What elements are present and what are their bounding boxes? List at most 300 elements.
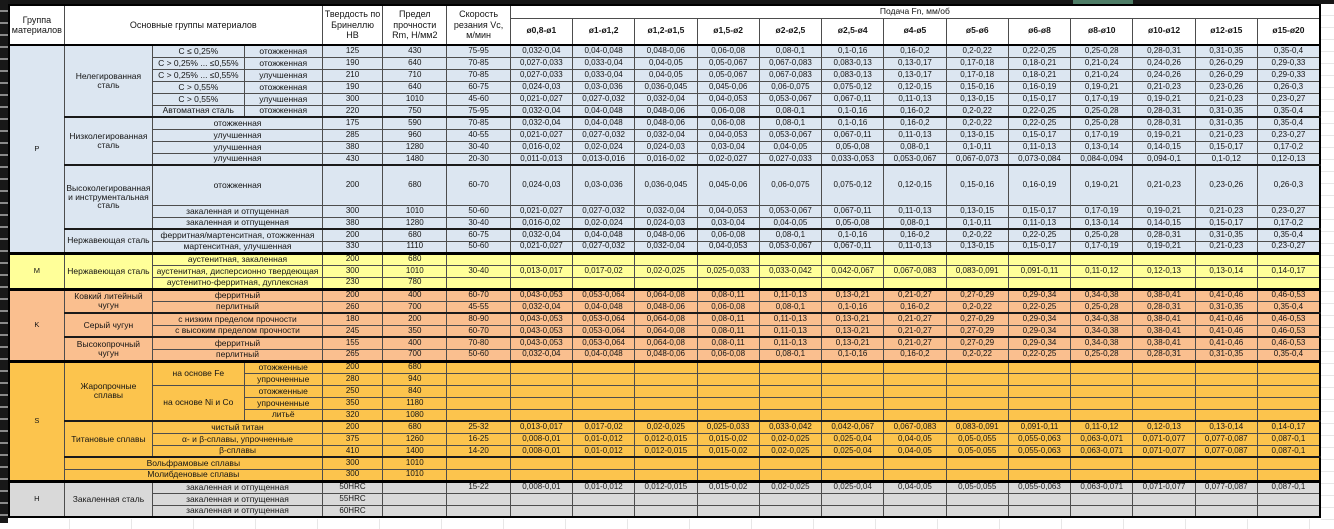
feed-cell[interactable] <box>946 385 1008 397</box>
feed-cell[interactable]: 0,34-0,38 <box>1071 313 1133 325</box>
feed-cell[interactable]: 0,31-0,35 <box>1195 117 1257 129</box>
feed-cell[interactable] <box>572 361 634 373</box>
feed-cell[interactable] <box>1133 505 1195 517</box>
feed-cell[interactable] <box>510 385 572 397</box>
feed-cell[interactable]: 0,29-0,34 <box>1008 289 1070 301</box>
feed-cell[interactable]: 0,1-0,16 <box>822 105 884 117</box>
feed-cell[interactable]: 0,08-0,11 <box>697 289 759 301</box>
feed-cell[interactable]: 0,08-0,11 <box>697 337 759 349</box>
feed-cell[interactable] <box>884 409 946 421</box>
speed-cell[interactable]: 80-90 <box>447 313 510 325</box>
material-label-cell[interactable]: C > 0,55% <box>153 93 244 105</box>
feed-cell[interactable]: 0,032-0,04 <box>635 129 697 141</box>
feed-cell[interactable]: 0,04-0,053 <box>697 129 759 141</box>
feed-cell[interactable]: 0,31-0,35 <box>1195 301 1257 313</box>
feed-cell[interactable]: 0,016-0,02 <box>635 153 697 165</box>
material-label-cell[interactable]: Молибденовые сплавы <box>64 469 322 481</box>
strength-cell[interactable]: 680 <box>383 229 447 241</box>
feed-cell[interactable]: 0,15-0,17 <box>1008 129 1070 141</box>
speed-cell[interactable]: 60-70 <box>447 289 510 301</box>
feed-cell[interactable]: 0,11-0,12 <box>1071 421 1133 433</box>
feed-cell[interactable]: 0,22-0,25 <box>1008 105 1070 117</box>
feed-cell[interactable]: 0,027-0,032 <box>572 205 634 217</box>
feed-cell[interactable] <box>510 373 572 385</box>
feed-cell[interactable]: 0,027-0,033 <box>759 153 821 165</box>
feed-cell[interactable]: 0,042-0,067 <box>822 421 884 433</box>
feed-cell[interactable] <box>759 493 821 505</box>
feed-cell[interactable] <box>572 373 634 385</box>
feed-cell[interactable]: 0,15-0,17 <box>1008 205 1070 217</box>
feed-cell[interactable]: 0,06-0,08 <box>697 45 759 57</box>
feed-cell[interactable] <box>1133 361 1195 373</box>
feed-cell[interactable] <box>1008 457 1070 469</box>
material-label-cell[interactable]: C ≤ 0,25% <box>153 45 244 57</box>
feed-cell[interactable]: 0,06-0,08 <box>697 349 759 361</box>
feed-cell[interactable]: 0,25-0,28 <box>1071 301 1133 313</box>
feed-cell[interactable]: 0,13-0,14 <box>1071 217 1133 229</box>
feed-cell[interactable]: 0,46-0,53 <box>1257 337 1320 349</box>
feed-cell[interactable]: 0,13-0,15 <box>946 129 1008 141</box>
feed-cell[interactable]: 0,17-0,19 <box>1071 241 1133 253</box>
feed-cell[interactable] <box>1195 505 1257 517</box>
feed-cell[interactable]: 0,042-0,067 <box>822 265 884 277</box>
material-label-cell[interactable]: упрочненные <box>244 373 322 385</box>
header-feed-col[interactable]: ø0,8-ø1 <box>510 18 572 45</box>
feed-cell[interactable]: 0,35-0,4 <box>1257 117 1320 129</box>
feed-cell[interactable]: 0,03-0,04 <box>697 141 759 153</box>
feed-cell[interactable]: 0,053-0,064 <box>572 337 634 349</box>
feed-cell[interactable]: 0,043-0,053 <box>510 337 572 349</box>
strength-cell[interactable]: 400 <box>383 337 447 349</box>
material-label-cell[interactable]: Автоматная сталь <box>153 105 244 117</box>
feed-cell[interactable]: 0,11-0,13 <box>759 325 821 337</box>
feed-cell[interactable] <box>697 373 759 385</box>
feed-cell[interactable]: 0,41-0,46 <box>1195 337 1257 349</box>
feed-cell[interactable]: 0,027-0,033 <box>510 69 572 81</box>
feed-cell[interactable]: 0,03-0,036 <box>572 165 634 205</box>
feed-cell[interactable]: 0,027-0,032 <box>572 241 634 253</box>
feed-cell[interactable] <box>1257 397 1320 409</box>
feed-cell[interactable]: 0,16-0,19 <box>1008 81 1070 93</box>
hardness-cell[interactable]: 250 <box>322 385 382 397</box>
feed-cell[interactable] <box>946 397 1008 409</box>
feed-cell[interactable]: 0,025-0,04 <box>822 481 884 493</box>
strength-cell[interactable]: 200 <box>383 313 447 325</box>
feed-cell[interactable]: 0,021-0,027 <box>510 205 572 217</box>
header-feed-col[interactable]: ø15-ø20 <box>1257 18 1320 45</box>
material-label-cell[interactable]: отожженные <box>244 385 322 397</box>
strength-cell[interactable]: 640 <box>383 57 447 69</box>
feed-cell[interactable]: 0,077-0,087 <box>1195 433 1257 445</box>
speed-cell[interactable]: 70-85 <box>447 69 510 81</box>
strength-cell[interactable]: 680 <box>383 421 447 433</box>
feed-cell[interactable]: 0,19-0,21 <box>1133 129 1195 141</box>
feed-cell[interactable] <box>1071 469 1133 481</box>
feed-cell[interactable]: 0,28-0,31 <box>1133 349 1195 361</box>
feed-cell[interactable]: 0,29-0,34 <box>1008 313 1070 325</box>
material-label-cell[interactable]: ферритная/мартенситная, отожженная <box>153 229 323 241</box>
feed-cell[interactable]: 0,033-0,053 <box>822 153 884 165</box>
header-feed-col[interactable]: ø1-ø1,2 <box>572 18 634 45</box>
feed-cell[interactable] <box>635 277 697 289</box>
feed-cell[interactable] <box>759 409 821 421</box>
feed-cell[interactable]: 0,25-0,28 <box>1071 349 1133 361</box>
feed-cell[interactable] <box>822 469 884 481</box>
hardness-cell[interactable]: 60HRC <box>322 505 382 517</box>
feed-cell[interactable]: 0,025-0,033 <box>697 421 759 433</box>
feed-cell[interactable]: 0,38-0,41 <box>1133 337 1195 349</box>
feed-cell[interactable] <box>822 493 884 505</box>
material-label-cell[interactable]: Закаленная сталь <box>64 481 152 517</box>
feed-cell[interactable]: 0,08-0,1 <box>759 105 821 117</box>
feed-cell[interactable] <box>759 385 821 397</box>
feed-cell[interactable]: 0,21-0,24 <box>1071 57 1133 69</box>
feed-cell[interactable]: 0,067-0,11 <box>822 129 884 141</box>
speed-cell[interactable]: 16-25 <box>447 433 510 445</box>
material-label-cell[interactable]: закаленная и отпущенная <box>153 205 323 217</box>
feed-cell[interactable]: 0,19-0,21 <box>1133 241 1195 253</box>
strength-cell[interactable]: 640 <box>383 81 447 93</box>
feed-cell[interactable] <box>697 505 759 517</box>
feed-cell[interactable]: 0,015-0,02 <box>697 481 759 493</box>
feed-cell[interactable] <box>1071 505 1133 517</box>
feed-cell[interactable]: 0,053-0,064 <box>572 313 634 325</box>
feed-cell[interactable]: 0,02-0,024 <box>572 141 634 153</box>
feed-cell[interactable]: 0,08-0,11 <box>697 313 759 325</box>
strength-cell[interactable]: 1180 <box>383 397 447 409</box>
feed-cell[interactable]: 0,087-0,1 <box>1257 481 1320 493</box>
feed-cell[interactable]: 0,064-0,08 <box>635 325 697 337</box>
feed-cell[interactable] <box>884 457 946 469</box>
feed-cell[interactable]: 0,032-0,04 <box>635 93 697 105</box>
feed-cell[interactable]: 0,22-0,25 <box>1008 117 1070 129</box>
feed-cell[interactable]: 0,073-0,084 <box>1008 153 1070 165</box>
feed-cell[interactable]: 0,25-0,28 <box>1071 117 1133 129</box>
feed-cell[interactable]: 0,18-0,21 <box>1008 57 1070 69</box>
feed-cell[interactable]: 0,28-0,31 <box>1133 117 1195 129</box>
feed-cell[interactable]: 0,16-0,2 <box>884 229 946 241</box>
feed-cell[interactable]: 0,17-0,2 <box>1257 141 1320 153</box>
feed-cell[interactable] <box>697 397 759 409</box>
strength-cell[interactable]: 1280 <box>383 141 447 153</box>
feed-cell[interactable]: 0,16-0,2 <box>884 349 946 361</box>
feed-cell[interactable] <box>697 385 759 397</box>
feed-cell[interactable] <box>1195 253 1257 265</box>
group-letter[interactable]: K <box>9 289 64 361</box>
material-label-cell[interactable]: ферритный <box>153 337 323 349</box>
feed-cell[interactable]: 0,024-0,03 <box>510 165 572 205</box>
feed-cell[interactable]: 0,17-0,18 <box>946 69 1008 81</box>
material-label-cell[interactable]: на основе Ni и Co <box>153 385 244 421</box>
feed-cell[interactable]: 0,067-0,073 <box>946 153 1008 165</box>
feed-cell[interactable]: 0,35-0,4 <box>1257 349 1320 361</box>
feed-cell[interactable] <box>1133 385 1195 397</box>
feed-cell[interactable] <box>635 457 697 469</box>
hardness-cell[interactable]: 200 <box>322 165 382 205</box>
speed-cell[interactable] <box>447 409 510 421</box>
feed-cell[interactable]: 0,036-0,045 <box>635 81 697 93</box>
feed-cell[interactable] <box>697 253 759 265</box>
speed-cell[interactable] <box>447 505 510 517</box>
feed-cell[interactable]: 0,1-0,16 <box>822 117 884 129</box>
material-label-cell[interactable]: отожженная <box>153 117 323 129</box>
speed-cell[interactable]: 60-75 <box>447 229 510 241</box>
hardness-cell[interactable]: 300 <box>322 205 382 217</box>
feed-cell[interactable]: 0,02-0,024 <box>572 217 634 229</box>
feed-cell[interactable]: 0,21-0,27 <box>884 313 946 325</box>
speed-cell[interactable]: 25-32 <box>447 421 510 433</box>
feed-cell[interactable]: 0,12-0,13 <box>1257 153 1320 165</box>
feed-cell[interactable]: 0,16-0,2 <box>884 105 946 117</box>
strength-cell[interactable] <box>383 505 447 517</box>
feed-cell[interactable] <box>1008 277 1070 289</box>
feed-cell[interactable] <box>884 505 946 517</box>
feed-cell[interactable] <box>946 361 1008 373</box>
material-label-cell[interactable]: на основе Fe <box>153 361 244 385</box>
strength-cell[interactable]: 1010 <box>383 205 447 217</box>
feed-cell[interactable]: 0,021-0,027 <box>510 93 572 105</box>
feed-cell[interactable]: 0,015-0,02 <box>697 445 759 457</box>
feed-cell[interactable]: 0,017-0,02 <box>572 265 634 277</box>
feed-cell[interactable] <box>946 493 1008 505</box>
feed-cell[interactable] <box>697 469 759 481</box>
feed-cell[interactable] <box>697 361 759 373</box>
feed-cell[interactable]: 0,25-0,28 <box>1071 105 1133 117</box>
feed-cell[interactable]: 0,19-0,21 <box>1133 93 1195 105</box>
feed-cell[interactable] <box>510 253 572 265</box>
feed-cell[interactable]: 0,26-0,29 <box>1195 69 1257 81</box>
feed-cell[interactable]: 0,11-0,13 <box>1008 141 1070 153</box>
feed-cell[interactable]: 0,04-0,053 <box>697 205 759 217</box>
material-label-cell[interactable]: α- и β-сплавы, упрочненные <box>153 433 323 445</box>
feed-cell[interactable]: 0,31-0,35 <box>1195 229 1257 241</box>
feed-cell[interactable]: 0,025-0,033 <box>697 265 759 277</box>
feed-cell[interactable]: 0,23-0,27 <box>1257 129 1320 141</box>
speed-cell[interactable] <box>447 457 510 469</box>
group-letter[interactable]: P <box>9 45 64 253</box>
feed-cell[interactable]: 0,38-0,41 <box>1133 325 1195 337</box>
feed-cell[interactable]: 0,12-0,13 <box>1133 265 1195 277</box>
feed-cell[interactable] <box>697 409 759 421</box>
feed-cell[interactable]: 0,15-0,17 <box>1195 141 1257 153</box>
feed-cell[interactable] <box>510 457 572 469</box>
speed-cell[interactable]: 70-80 <box>447 337 510 349</box>
feed-cell[interactable]: 0,083-0,091 <box>946 421 1008 433</box>
header-feed-col[interactable]: ø4-ø5 <box>884 18 946 45</box>
feed-cell[interactable] <box>635 409 697 421</box>
feed-cell[interactable]: 0,21-0,23 <box>1195 205 1257 217</box>
feed-cell[interactable]: 0,17-0,19 <box>1071 93 1133 105</box>
feed-cell[interactable] <box>1257 469 1320 481</box>
speed-cell[interactable]: 75-95 <box>447 45 510 57</box>
feed-cell[interactable]: 0,04-0,053 <box>697 93 759 105</box>
strength-cell[interactable]: 1480 <box>383 153 447 165</box>
feed-cell[interactable] <box>884 373 946 385</box>
feed-cell[interactable]: 0,11-0,12 <box>1071 265 1133 277</box>
feed-cell[interactable] <box>635 385 697 397</box>
feed-cell[interactable]: 0,064-0,08 <box>635 337 697 349</box>
feed-cell[interactable]: 0,28-0,31 <box>1133 301 1195 313</box>
speed-cell[interactable]: 20-30 <box>447 153 510 165</box>
feed-cell[interactable]: 0,012-0,015 <box>635 445 697 457</box>
feed-cell[interactable]: 0,067-0,11 <box>822 93 884 105</box>
feed-cell[interactable]: 0,013-0,017 <box>510 265 572 277</box>
material-label-cell[interactable]: перлитный <box>153 349 323 361</box>
hardness-cell[interactable]: 175 <box>322 117 382 129</box>
feed-cell[interactable] <box>572 409 634 421</box>
hardness-cell[interactable]: 285 <box>322 129 382 141</box>
header-feed-col[interactable]: ø6-ø8 <box>1008 18 1070 45</box>
feed-cell[interactable]: 0,2-0,22 <box>946 229 1008 241</box>
feed-cell[interactable] <box>635 493 697 505</box>
group-letter[interactable]: H <box>9 481 64 517</box>
material-label-cell[interactable]: отожженная <box>244 57 322 69</box>
speed-cell[interactable] <box>447 253 510 265</box>
feed-cell[interactable]: 0,032-0,04 <box>510 105 572 117</box>
feed-cell[interactable]: 0,012-0,015 <box>635 481 697 493</box>
feed-cell[interactable]: 0,053-0,064 <box>572 289 634 301</box>
feed-cell[interactable]: 0,29-0,33 <box>1257 57 1320 69</box>
feed-cell[interactable]: 0,032-0,04 <box>510 349 572 361</box>
header-feed-col[interactable]: ø12-ø15 <box>1195 18 1257 45</box>
feed-cell[interactable] <box>1133 409 1195 421</box>
feed-cell[interactable] <box>635 253 697 265</box>
material-label-cell[interactable]: Вольфрамовые сплавы <box>64 457 322 469</box>
feed-cell[interactable]: 0,063-0,071 <box>1071 445 1133 457</box>
feed-cell[interactable] <box>759 397 821 409</box>
material-label-cell[interactable]: Ковкий литейный чугун <box>64 289 152 313</box>
feed-cell[interactable]: 0,053-0,067 <box>759 129 821 141</box>
feed-cell[interactable]: 0,2-0,22 <box>946 301 1008 313</box>
feed-cell[interactable]: 0,01-0,012 <box>572 481 634 493</box>
hardness-cell[interactable]: 125 <box>322 45 382 57</box>
feed-cell[interactable]: 0,067-0,11 <box>822 241 884 253</box>
feed-cell[interactable]: 0,2-0,22 <box>946 105 1008 117</box>
feed-cell[interactable]: 0,15-0,16 <box>946 165 1008 205</box>
material-label-cell[interactable]: Титановые сплавы <box>64 421 152 457</box>
feed-cell[interactable] <box>1071 457 1133 469</box>
feed-cell[interactable]: 0,15-0,17 <box>1008 93 1070 105</box>
feed-cell[interactable] <box>1071 373 1133 385</box>
feed-cell[interactable]: 0,21-0,27 <box>884 325 946 337</box>
feed-cell[interactable]: 0,012-0,015 <box>635 433 697 445</box>
feed-cell[interactable]: 0,26-0,3 <box>1257 165 1320 205</box>
feed-cell[interactable] <box>1008 469 1070 481</box>
header-feed-col[interactable]: ø8-ø10 <box>1071 18 1133 45</box>
hardness-cell[interactable]: 190 <box>322 57 382 69</box>
feed-cell[interactable] <box>510 361 572 373</box>
material-label-cell[interactable]: мартенситная, улучшенная <box>153 241 323 253</box>
feed-cell[interactable] <box>1195 373 1257 385</box>
feed-cell[interactable]: 0,14-0,15 <box>1133 141 1195 153</box>
feed-cell[interactable]: 0,048-0,06 <box>635 349 697 361</box>
feed-cell[interactable]: 0,048-0,06 <box>635 229 697 241</box>
feed-cell[interactable] <box>635 469 697 481</box>
feed-cell[interactable] <box>510 397 572 409</box>
speed-cell[interactable]: 30-40 <box>447 141 510 153</box>
feed-cell[interactable] <box>697 457 759 469</box>
strength-cell[interactable]: 780 <box>383 277 447 289</box>
feed-cell[interactable] <box>1008 361 1070 373</box>
speed-cell[interactable]: 60-75 <box>447 81 510 93</box>
feed-cell[interactable] <box>572 397 634 409</box>
header-feed[interactable]: Подача Fn, мм/об <box>510 5 1320 18</box>
strength-cell[interactable]: 590 <box>383 117 447 129</box>
feed-cell[interactable]: 0,032-0,04 <box>510 117 572 129</box>
speed-cell[interactable]: 14-20 <box>447 445 510 457</box>
strength-cell[interactable]: 350 <box>383 325 447 337</box>
hardness-cell[interactable]: 200 <box>322 253 382 265</box>
feed-cell[interactable]: 0,11-0,13 <box>759 289 821 301</box>
feed-cell[interactable]: 0,21-0,23 <box>1195 129 1257 141</box>
feed-cell[interactable]: 0,087-0,1 <box>1257 433 1320 445</box>
feed-cell[interactable]: 0,02-0,027 <box>697 153 759 165</box>
feed-cell[interactable]: 0,091-0,11 <box>1008 421 1070 433</box>
feed-cell[interactable]: 0,14-0,15 <box>1133 217 1195 229</box>
feed-cell[interactable]: 0,27-0,29 <box>946 313 1008 325</box>
feed-cell[interactable]: 0,032-0,04 <box>510 301 572 313</box>
feed-cell[interactable] <box>822 409 884 421</box>
material-label-cell[interactable]: чистый титан <box>153 421 323 433</box>
feed-cell[interactable] <box>759 361 821 373</box>
hardness-cell[interactable]: 55HRC <box>322 493 382 505</box>
feed-cell[interactable] <box>946 469 1008 481</box>
feed-cell[interactable]: 0,06-0,08 <box>697 301 759 313</box>
material-label-cell[interactable]: ферритный <box>153 289 323 301</box>
feed-cell[interactable]: 0,027-0,032 <box>572 93 634 105</box>
feed-cell[interactable]: 0,35-0,4 <box>1257 229 1320 241</box>
material-label-cell[interactable]: улучшенная <box>153 129 323 141</box>
feed-cell[interactable]: 0,03-0,036 <box>572 81 634 93</box>
feed-cell[interactable]: 0,045-0,06 <box>697 81 759 93</box>
feed-cell[interactable]: 0,41-0,46 <box>1195 325 1257 337</box>
feed-cell[interactable] <box>1133 469 1195 481</box>
feed-cell[interactable]: 0,17-0,19 <box>1071 129 1133 141</box>
feed-cell[interactable]: 0,016-0,02 <box>510 141 572 153</box>
header-feed-col[interactable]: ø2-ø2,5 <box>759 18 821 45</box>
feed-cell[interactable]: 0,02-0,025 <box>635 265 697 277</box>
feed-cell[interactable]: 0,17-0,2 <box>1257 217 1320 229</box>
feed-cell[interactable]: 0,077-0,087 <box>1195 445 1257 457</box>
feed-cell[interactable]: 0,21-0,27 <box>884 289 946 301</box>
strength-cell[interactable]: 710 <box>383 69 447 81</box>
feed-cell[interactable] <box>1071 253 1133 265</box>
feed-cell[interactable] <box>946 253 1008 265</box>
feed-cell[interactable]: 0,033-0,042 <box>759 421 821 433</box>
material-label-cell[interactable]: отожженные <box>244 361 322 373</box>
material-label-cell[interactable]: Нержавеющая сталь <box>64 229 152 253</box>
feed-cell[interactable]: 0,15-0,17 <box>1195 217 1257 229</box>
feed-cell[interactable]: 0,04-0,05 <box>635 69 697 81</box>
feed-cell[interactable]: 0,08-0,1 <box>759 229 821 241</box>
feed-cell[interactable]: 0,16-0,2 <box>884 45 946 57</box>
feed-cell[interactable]: 0,13-0,14 <box>1195 421 1257 433</box>
feed-cell[interactable] <box>1195 361 1257 373</box>
feed-cell[interactable]: 0,04-0,048 <box>572 301 634 313</box>
feed-cell[interactable]: 0,08-0,1 <box>884 217 946 229</box>
hardness-cell[interactable]: 190 <box>322 81 382 93</box>
feed-cell[interactable]: 0,13-0,21 <box>822 337 884 349</box>
material-label-cell[interactable]: закаленная и отпущенная <box>153 505 323 517</box>
header-hardness[interactable]: Твердость по Бринеллю HB <box>322 5 382 45</box>
feed-cell[interactable] <box>635 397 697 409</box>
feed-cell[interactable]: 0,036-0,045 <box>635 165 697 205</box>
feed-cell[interactable]: 0,048-0,06 <box>635 117 697 129</box>
feed-cell[interactable]: 0,11-0,13 <box>759 313 821 325</box>
feed-cell[interactable]: 0,17-0,19 <box>1071 205 1133 217</box>
material-label-cell[interactable]: C > 0,25% ... ≤0,55% <box>153 69 244 81</box>
material-label-cell[interactable]: аустенитно-ферритная, дуплексная <box>153 277 323 289</box>
